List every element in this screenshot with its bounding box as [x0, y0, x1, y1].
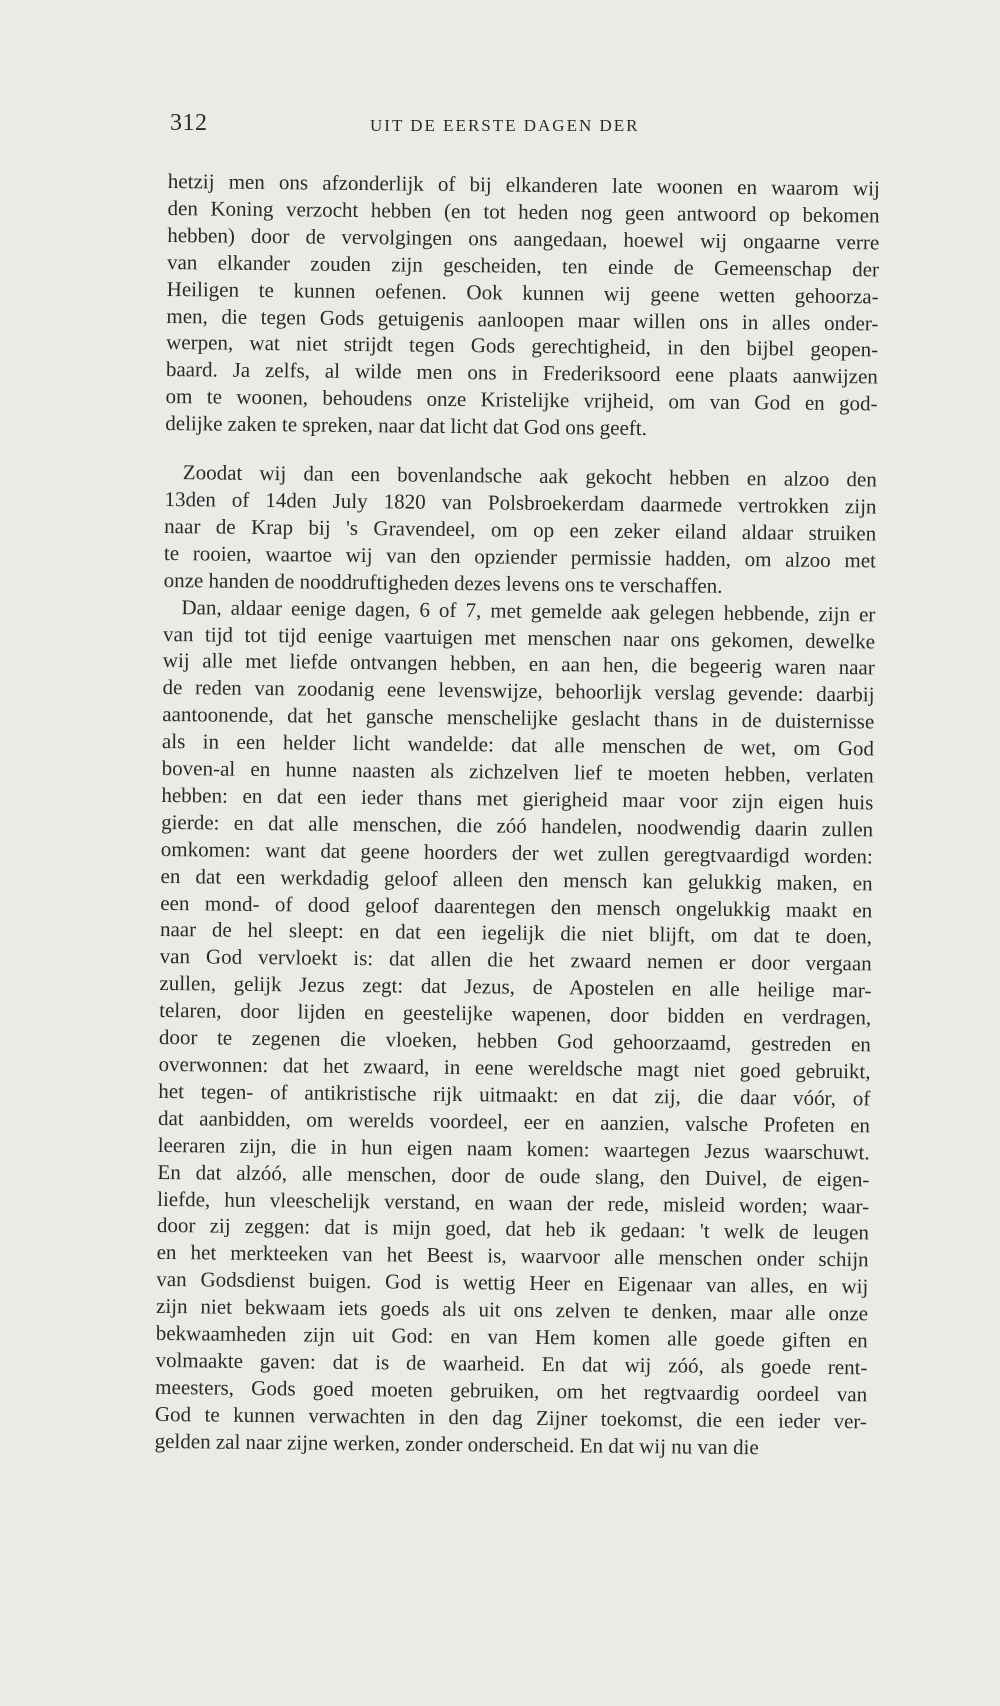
text-line: wij alle met liefde ontvangen hebben, en aan hen, die begeerig waren naar [162, 648, 875, 680]
text-line: telaren, door lijden en geestelijke wapenen, door bidden en verdragen, [159, 998, 872, 1030]
text-line: volmaakte gaven: dat is de waarheid. En dat wij zóó, als goede rent- [155, 1347, 868, 1380]
text-line: 13den of 14den July 1820 van Polsbroekerdam daarmede vertrokken zijn [164, 486, 877, 519]
text-line: van Godsdienst buigen. God is wettig Heer en Eigenaar van alles, en wij [156, 1267, 869, 1299]
text-line: het tegen- of antikristische rijk uitmaakt: en dat zij, die daar vóór, of [158, 1078, 871, 1111]
text-line: leeraren zijn, die in hun eigen naam komen: waartegen Jezus waarschuwt. [157, 1132, 870, 1165]
text-line: baard. Ja zelfs, al wilde men ons in Frederiksoord eene plaats aanwijzen [165, 357, 878, 389]
paragraph [155, 594, 876, 1462]
text-line: meesters, Gods goed moeten gebruiken, om het regtvaardig oordeel van [155, 1374, 868, 1407]
text-line: hebben) door de vervolgingen ons aangedaan, hoewel wij ongaarne verre [167, 222, 880, 255]
text-line: den Koning verzocht hebben (en tot heden nog geen antwoord op bekomen [167, 195, 880, 228]
text-line: liefde, hun vleeschelijk verstand, en waan der rede, misleid worden; waar- [157, 1186, 870, 1218]
text-line: dat aanbidden, om werelds voordeel, eer en aanzien, valsche Profeten en [157, 1105, 871, 1138]
text-line: de reden van zoodanig eene levenswijze, behoorlijk verslag gevende: daarbij [162, 675, 875, 707]
text-line: en het merkteeken van het Beest is, waarvoor alle menschen onder schijn [156, 1240, 869, 1272]
text-line: door te zegenen die vloeken, hebben God gehoorzaamd, gestreden en [158, 1025, 871, 1057]
text-line: hebben: en dat een ieder thans met gierigheid maar voor zijn eigen huis [161, 782, 874, 815]
text-line: als in een helder licht wandelde: dat alle menschen de wet, om God [161, 729, 875, 761]
text-line: onze handen de nooddruftigheden dezes levens ons te verschaffen. [163, 567, 723, 598]
body-text [155, 168, 880, 1462]
text-line: En dat alzóó, alle menschen, door de oude slang, den Duivel, de eigen- [157, 1159, 870, 1192]
text-line: zijn niet bekwaam iets goeds als uit ons zelven te denken, maar alle onze [155, 1294, 869, 1326]
text-line: hetzij men ons afzonderlijk of bij elkanderen late woonen en waarom wij [167, 168, 880, 201]
text-line: door zij zeggen: dat is mijn goed, dat heb ik gedaan: 't welk de leugen [156, 1213, 870, 1245]
page-header [170, 110, 875, 140]
text-line: overwonnen: dat het zwaard, in eene wereldsche magt niet goed gebruikt, [158, 1051, 871, 1084]
text-line: God te kunnen verwachten in den dag Zijner toekomst, die een ieder ver- [154, 1401, 868, 1434]
text-line: men, die tegen Gods getuigenis aanloopen maar willen ons in alles onder- [166, 303, 879, 335]
text-line: Dan, aldaar eenige dagen, 6 of 7, met gemelde aak gelegen hebbende, zijn er [181, 594, 876, 627]
text-line: omkomen: want dat geene hoorders der wet zullen geregtvaardigd worden: [160, 836, 873, 869]
text-line: om te woonen, behoudens onze Kristelijke vrijheid, om van God en god- [165, 384, 878, 416]
text-line: Heiligen te kunnen oefenen. Ook kunnen wij geene wetten gehoorza- [166, 276, 879, 309]
text-line: boven-al en hunne naasten als zichzelven lief te moeten hebben, verlaten [161, 755, 874, 788]
text-line: van tijd tot tijd eenige vaartuigen met menschen naar ons gekomen, dewelke [162, 621, 876, 653]
text-line: bekwaamheden zijn uit God: en van Hem komen alle goede giften en [155, 1320, 868, 1353]
text-line: van God vervloekt is: dat allen die het zwaard nemen er door vergaan [159, 944, 872, 976]
text-line: en dat een werkdadig geloof alleen den mensch kan gelukkig maken, en [160, 863, 873, 896]
text-line: van elkander zouden zijn gescheiden, ten einde de Gemeenschap der [166, 249, 880, 282]
text-line: delijke zaken te spreken, naar dat licht dat God ons geeft. [165, 411, 648, 441]
text-line: Zoodat wij dan een bovenlandsche aak gekocht hebben en alzoo den [182, 460, 877, 492]
running-head: UIT DE EERSTE DAGEN DER [370, 116, 640, 135]
text-line: een mond- of dood geloof daarentegen den mensch ongelukkig maakt en [160, 890, 873, 922]
text-line: gierde: en dat alle menschen, die zóó handelen, noodwendig daarin zullen [161, 809, 874, 842]
text-line: te rooien, waartoe wij van den opziender permissie hadden, om alzoo met [163, 540, 877, 573]
text-line: naar de hel sleept: en dat een iegelijk die niet blijft, om dat te doen, [159, 917, 873, 949]
text-line: zullen, gelijk Jezus zegt: dat Jezus, de Apostelen en alle heilige mar- [159, 971, 872, 1003]
page-number: 312 [170, 110, 208, 136]
text-line: aantoonende, dat het gansche menschelijke geslacht thans in de duisternisse [162, 702, 875, 734]
paragraph [165, 168, 880, 445]
text-line: gelden zal naar zijne werken, zonder onderscheid. En dat wij nu van die [154, 1428, 759, 1459]
paragraph [164, 459, 877, 601]
text-line: werpen, wat niet strijdt tegen Gods gerechtigheid, in den bijbel geopen- [166, 330, 879, 362]
text-line: naar de Krap bij 's Gravendeel, om op een zeker eiland aldaar struiken [164, 513, 877, 546]
